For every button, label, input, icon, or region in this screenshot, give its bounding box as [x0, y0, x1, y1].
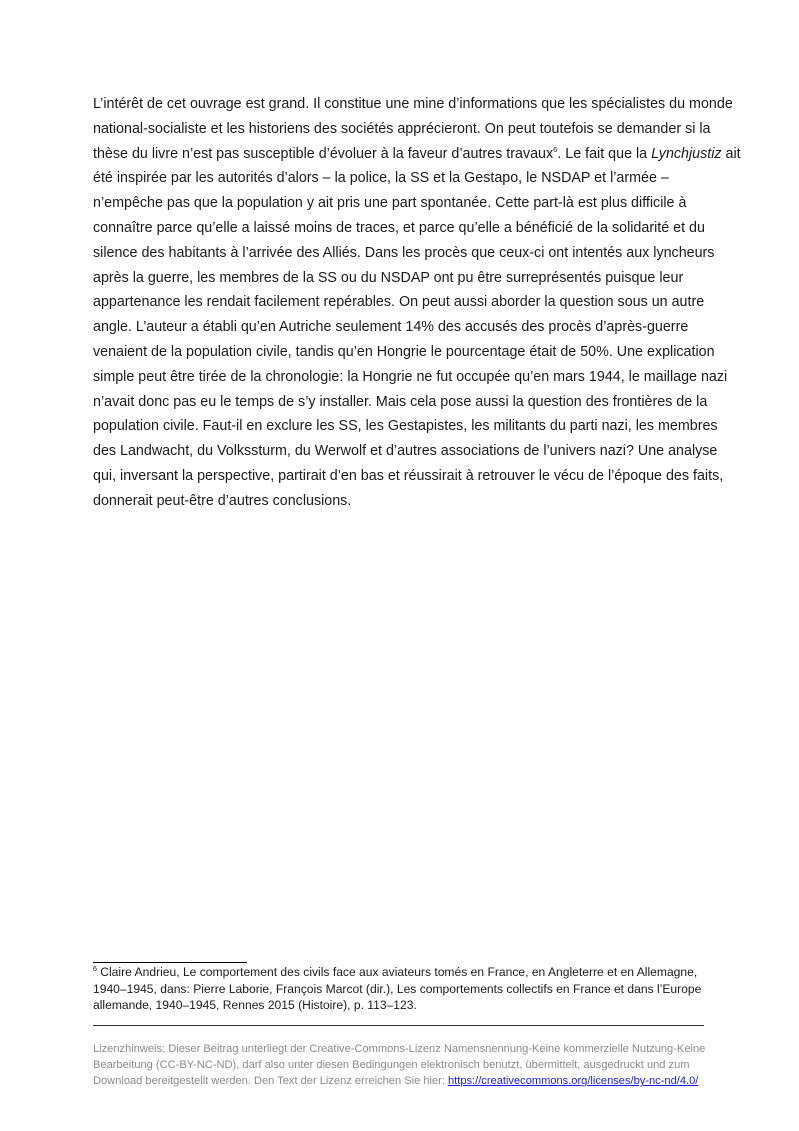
- footnote-text: Claire Andrieu, Le comportement des civils face aux aviateurs tomés en France, en Angleterre et en Allemagne,: [96, 965, 698, 979]
- paragraph-line: qui, inversant la perspective, partirait d’en bas et réussirait à retrouver le vécu de l’époque des faits,: [93, 467, 724, 484]
- footnote-separator: [93, 962, 247, 963]
- footnote-line: [93, 964, 723, 981]
- paragraph-line: n’empêche pas que la population y ait pris une part spontanée. Cette part-là est plus difficile à: [93, 195, 687, 212]
- license-text: Download bereitgestellt werden. Den Text der Lizenz erreichen Sie hier:: [93, 1075, 448, 1088]
- paragraph-line: population civile. Faut-il en exclure les SS, les Gestapistes, les militants du parti nazi, les membres: [93, 418, 718, 435]
- paragraph-line: simple peut être tirée de la chronologie: la Hongrie ne fut occupée qu’en mars 1944, le maillage nazi: [93, 368, 728, 385]
- footnote-marker: 6: [93, 966, 97, 973]
- license-separator: [93, 1025, 704, 1026]
- paragraph-line: appartenance les rendait facilement repérables. On peut aussi aborder la question sous un autre: [93, 294, 705, 311]
- license-line: Bearbeitung (CC-BY-NC-ND), darf also unter diesen Bedingungen elektronisch benutzt, übermittelt, ausgedruckt und zum: [93, 1059, 690, 1072]
- license-line: [93, 1073, 723, 1089]
- paragraph-line: connaître parce qu’elle a laissé moins de traces, et parce qu’elle a bénéficié de la solidarité et du: [93, 219, 705, 236]
- paragraph-line: donnerait peut-être d’autres conclusions.: [93, 492, 352, 509]
- license-line: Lizenzhinweis: Dieser Beitrag unterliegt der Creative-Commons-Lizenz Namensnennung-Keine kommerzielle Nutzung-Keine: [93, 1043, 706, 1055]
- paragraph-line: après la guerre, les membres de la SS ou du NSDAP ont pu être surreprésentés puisque leur: [93, 269, 684, 286]
- footnote-reference[interactable]: 6: [553, 144, 558, 154]
- text-segment: thèse du livre n’est pas susceptible d’évoluer à la faveur d’autres travaux: [93, 145, 554, 162]
- paragraph-line: été inspirée par les autorités d’alors – la police, la SS et la Gestapo, le NSDAP et l’armée –: [93, 170, 669, 187]
- paragraph-line: silence des habitants à l’arrivée des Alliés. Dans les procès que ceux-ci ont intentés aux lyncheurs: [93, 244, 715, 261]
- license-notice: [93, 1041, 723, 1090]
- italic-term: Lynchjustiz: [651, 145, 722, 162]
- text-segment: ait: [721, 145, 741, 162]
- footnote-line: 1940–1945, dans: Pierre Laborie, François Marcot (dir.), Les comportements collectifs en France et dans l’Europe: [93, 981, 702, 996]
- footnote: [93, 964, 723, 1014]
- license-link[interactable]: https://creativecommons.org/licenses/by-nc-nd/4.0/: [448, 1075, 699, 1088]
- paragraph-line: n’avait donc pas eu le temps de s’y installer. Mais cela pose aussi la question des frontières de la: [93, 393, 708, 410]
- text-segment: . Le fait que la: [557, 145, 652, 162]
- paragraph-line: des Landwacht, du Volkssturm, du Werwolf et d’autres associations de l’univers nazi? Une analyse: [93, 443, 718, 460]
- paragraph-line: L’intérêt de cet ouvrage est grand. Il constitue une mine d’informations que les spécialistes du monde: [93, 96, 733, 112]
- paragraph-line: angle. L’auteur a établi qu’en Autriche seulement 14% des accusés des procès d’après-guerre: [93, 319, 689, 336]
- review-paragraph: [93, 92, 741, 514]
- footnote-line: allemande, 1940–1945, Rennes 2015 (Histoire), p. 113–123.: [93, 998, 417, 1013]
- paragraph-line: venaient de la population civile, tandis qu’en Hongrie le pourcentage était de 50%. Une explication: [93, 343, 715, 360]
- paragraph-line: national-socialiste et les historiens des sociétés apprécieront. On peut toutefois se demander si la: [93, 120, 711, 137]
- paragraph-line-with-footnote-ref: [93, 142, 741, 167]
